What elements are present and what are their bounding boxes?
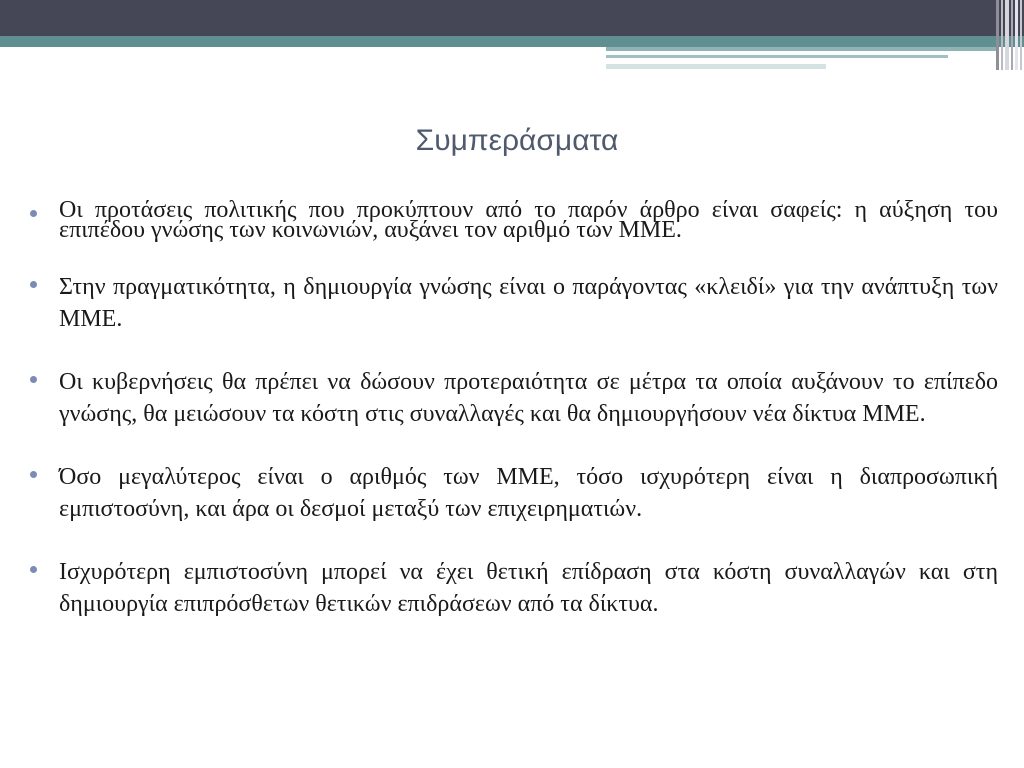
bullet-text: Όσο μεγαλύτερος είναι ο αριθμός των ΜΜΕ, τόσο ισχυρότερη είναι η διαπροσωπική εμπιστοσύνη, και άρα οι δεσμοί μεταξύ των επιχειρηματιών. bbox=[59, 464, 998, 522]
bullet-list bbox=[30, 197, 998, 620]
bullet-text: Οι προτάσεις πολιτικής που προκύπτουν από το παρόν άρθρο είναι σαφείς: η αύξηση του επιπέδου γνώσης των κοινωνιών, αυξάνει τον αριθμό των ΜΜΕ. bbox=[59, 197, 998, 243]
list-item bbox=[30, 556, 998, 620]
list-item bbox=[30, 461, 998, 525]
list-item bbox=[30, 366, 998, 430]
bullet-icon bbox=[30, 566, 37, 573]
header-dark-band bbox=[0, 0, 1024, 36]
slide-title: Συμπεράσματα bbox=[415, 124, 619, 157]
header-vertical-stripes bbox=[994, 0, 1024, 70]
header-accent-line bbox=[606, 47, 996, 51]
header-accent-line bbox=[606, 55, 948, 58]
bullet-icon bbox=[30, 281, 37, 288]
bullet-text: Ισχυρότερη εμπιστοσύνη μπορεί να έχει θετική επίδραση στα κόστη συναλλαγών και στη δημιουργία επιπρόσθετων θετικών επιδράσεων από τα δίκτυα. bbox=[59, 559, 998, 617]
bullet-icon bbox=[30, 376, 37, 383]
list-item bbox=[30, 197, 998, 243]
header-accent-line bbox=[606, 64, 826, 69]
header-teal-band bbox=[0, 36, 1024, 47]
list-item bbox=[30, 271, 998, 335]
bullet-icon bbox=[30, 471, 37, 478]
bullet-icon bbox=[30, 210, 37, 217]
bullet-text: Οι κυβερνήσεις θα πρέπει να δώσουν προτεραιότητα σε μέτρα τα οποία αυξάνουν το επίπεδο γνώσης, θα μειώσουν τα κόστη στις συναλλαγές και θα δημιουργήσουν νέα δίκτυα ΜΜΕ. bbox=[59, 369, 998, 427]
bullet-text: Στην πραγματικότητα, η δημιουργία γνώσης είναι ο παράγοντας «κλειδί» για την ανάπτυξη των ΜΜΕ. bbox=[59, 274, 998, 332]
